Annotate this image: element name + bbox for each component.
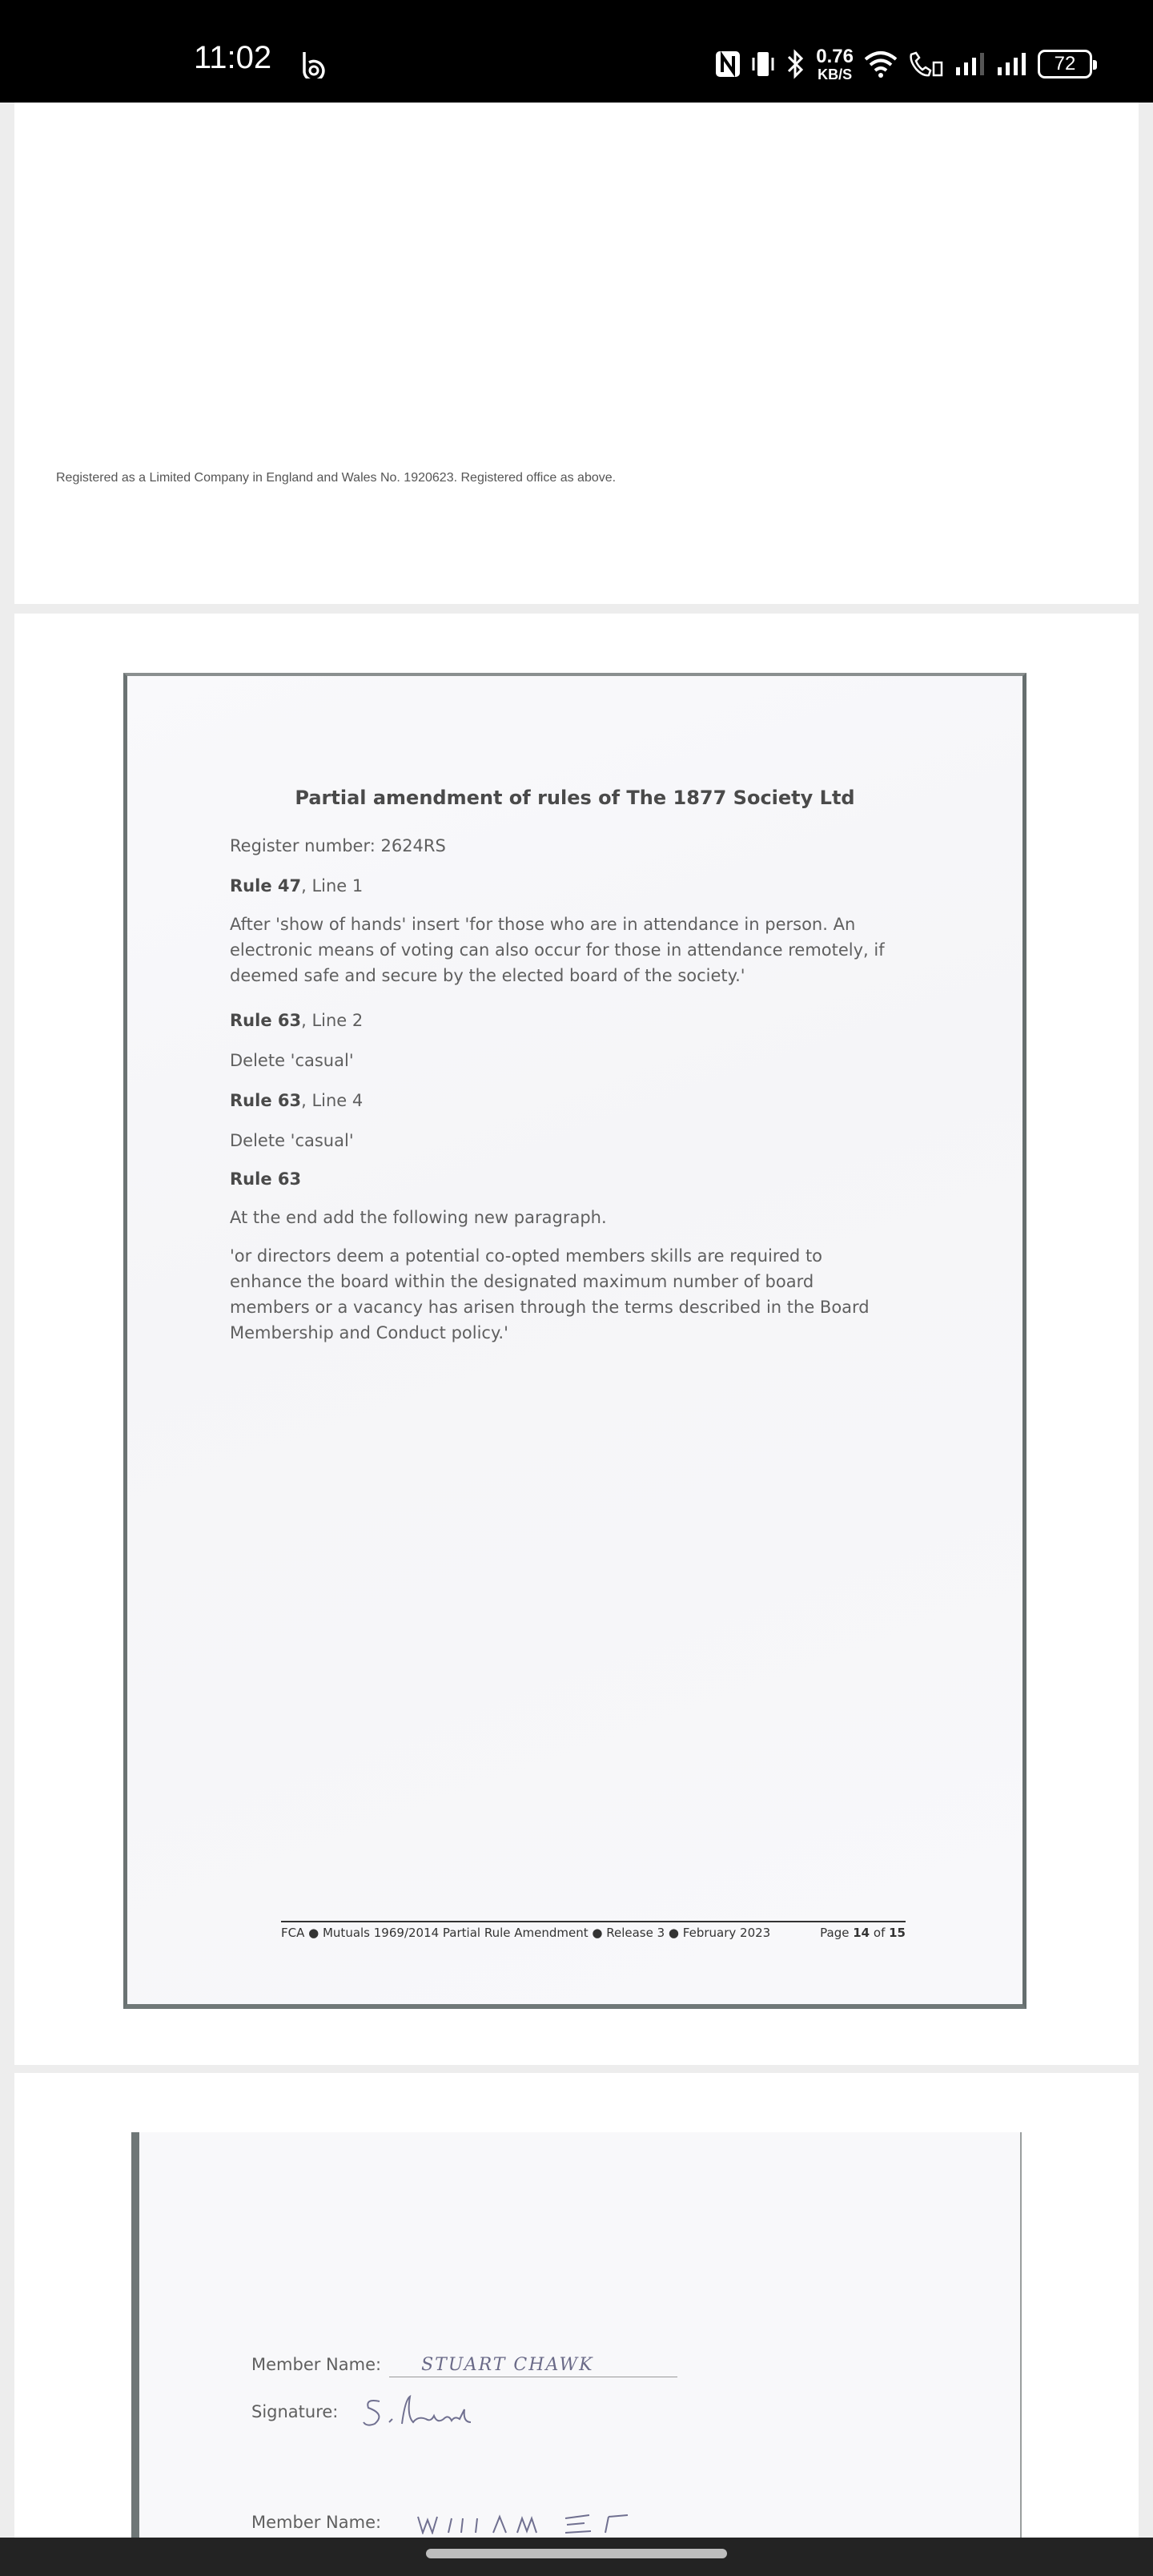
- rule-number: Rule 63: [230, 1169, 302, 1189]
- document-page: [14, 614, 1139, 2065]
- handwritten-name-partial: [413, 2510, 669, 2534]
- document-page: [14, 2073, 1139, 2554]
- network-speed: [816, 47, 854, 82]
- rule-number: Rule 63: [230, 1091, 302, 1110]
- rule-heading: [230, 1166, 894, 1192]
- new-paragraph-text: 'or directors deem a potential co-opted members skills are required to enhance the board within the designated maximum number of board members or a vacancy has arisen through the terms described in the Board Membership and Conduct policy.': [230, 1246, 870, 1342]
- scanned-page: [123, 673, 1026, 2009]
- member-name-row: [251, 2352, 677, 2377]
- page-number: 14: [853, 1926, 870, 1940]
- member-name-handwritten: STUART CHAWK: [421, 2355, 594, 2375]
- b-app-icon: [299, 50, 327, 78]
- battery-indicator: 72: [1038, 50, 1092, 78]
- vibrate-icon: [750, 50, 776, 78]
- member-name-row-2: [251, 2510, 669, 2534]
- rule-line: , Line 2: [301, 1011, 364, 1030]
- registration-footer: Registered as a Limited Company in England and Wales No. 1920623. Registered office as above.: [56, 471, 617, 485]
- member-name-field: [389, 2352, 677, 2377]
- rule-heading: [230, 1008, 894, 1033]
- bluetooth-icon: [785, 49, 806, 79]
- document-viewer[interactable]: [0, 103, 1153, 2538]
- call-icon: [908, 50, 945, 78]
- rule-number: Rule 47: [230, 876, 302, 896]
- document-title: Partial amendment of rules of The 1877 Society Ltd: [295, 787, 855, 809]
- handwritten-signature: [362, 2392, 490, 2432]
- status-bar: [0, 0, 1153, 103]
- status-time: 11:02: [194, 40, 272, 75]
- nfc-icon: [715, 50, 741, 78]
- rule-text: After 'show of hands' insert 'for those who are in attendance in person. An electronic means of voting can also occur for those in attendance remotely, if deemed safe and secure by the elected board of the society.': [230, 915, 885, 985]
- signal-icon-2: [996, 50, 1028, 78]
- home-gesture-handle[interactable]: [426, 2549, 727, 2558]
- signature-row: [251, 2392, 490, 2432]
- rule-line: , Line 1: [301, 876, 364, 896]
- signal-icon: [954, 50, 986, 78]
- navigation-bar: [0, 2538, 1153, 2576]
- rule-heading: [230, 873, 894, 899]
- rule-text: Delete 'casual': [230, 1131, 354, 1150]
- page-indicator: Page 14 of 15: [820, 1926, 906, 1940]
- page-footer: [281, 1921, 906, 1940]
- wifi-icon: [863, 50, 898, 78]
- member-name-label: Member Name:: [251, 2355, 382, 2374]
- scanned-page: [131, 2132, 1022, 2576]
- footer-release-info: FCA ● Mutuals 1969/2014 Partial Rule Amendment ● Release 3 ● February 2023: [281, 1926, 771, 1940]
- rule-text: Delete 'casual': [230, 1051, 354, 1070]
- status-icons: [715, 46, 1092, 82]
- signature-label: Signature:: [251, 2402, 339, 2421]
- document-page: [14, 103, 1139, 604]
- rule-text: At the end add the following new paragraph.: [230, 1208, 607, 1227]
- member-name-label-2: Member Name:: [251, 2513, 382, 2532]
- network-speed-unit: KB/S: [818, 66, 853, 83]
- register-number: Register number: 2624RS: [230, 836, 446, 855]
- rule-heading: [230, 1088, 894, 1113]
- rule-number: Rule 63: [230, 1011, 302, 1030]
- network-speed-value: 0.76: [816, 45, 854, 67]
- page-total: 15: [889, 1926, 906, 1940]
- rule-line: , Line 4: [301, 1091, 364, 1110]
